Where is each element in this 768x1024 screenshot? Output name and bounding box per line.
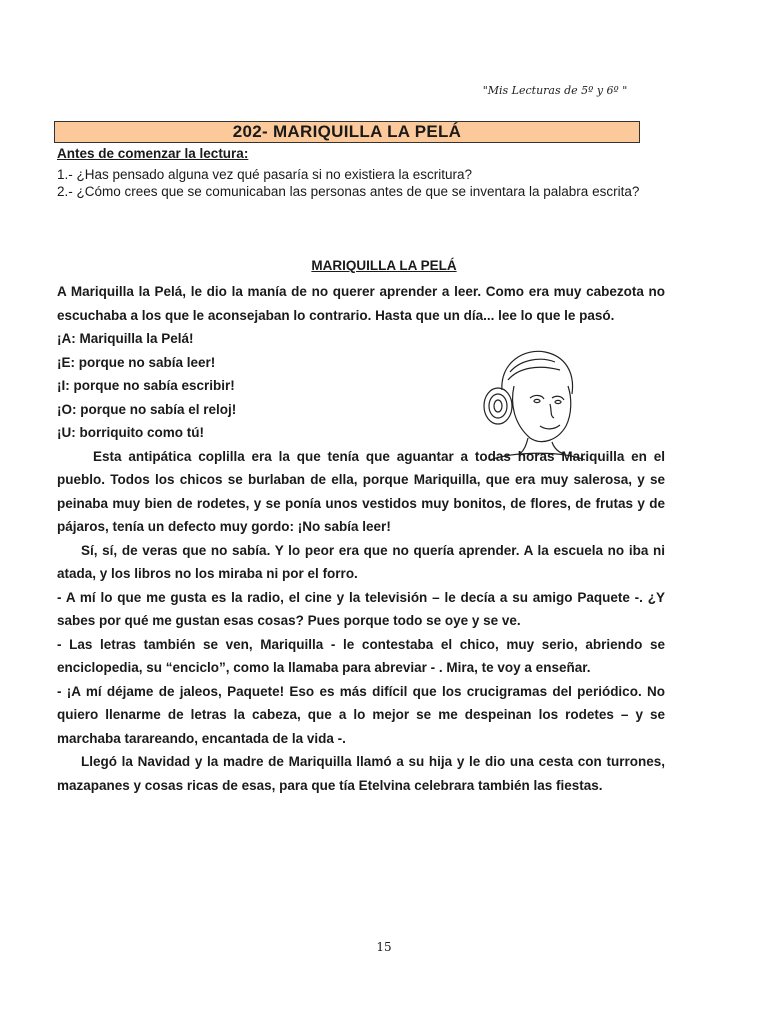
page-number: 15: [376, 940, 392, 954]
paragraph-coplilla: Esta antipática coplilla era la que tenía que aguantar a todas horas Mariquilla en el pueblo. Todos los chicos se burlaban de ella, porque Mariquilla, que era muy salerosa, y se peinaba muy bien de rodetes, y se ponía unos vestidos muy bonitos, de flores, de frutas y de pájaros, tenía un defecto muy gordo: ¡No sabía leer!: [57, 448, 665, 534]
dialogue-radio: - A mí lo que me gusta es la radio, el cine y la televisión – le decía a su amigo Paquete -. ¿Y sabes por qué me gustan esas cosas? Pues porque todo se oye y se ve.: [57, 589, 665, 628]
dialogue-letras: - Las letras también se ven, Mariquilla - le contestaba el chico, muy serio, abriendo se enciclopedia, su “enciclo”, como la llamaba para abreviar - . Mira, te voy a enseñar.: [57, 636, 665, 675]
pre-reading-section: [57, 145, 657, 200]
reading-body: [57, 280, 665, 797]
pre-reading-heading: Antes de comenzar la lectura:: [57, 146, 249, 161]
reading-title: MARIQUILLA LA PELÁ: [311, 258, 457, 273]
question-2: 2.- ¿Cómo crees que se comunicaban las personas antes de que se inventara la palabra escrita?: [57, 184, 640, 199]
paragraph-no-sabia: Sí, sí, de veras que no sabía. Y lo peor era que no quería aprender. A la escuela no iba ni atada, y los libros no los miraba ni por el forro.: [57, 542, 665, 581]
verse-line-a: ¡A: Mariquilla la Pelá!: [57, 331, 194, 346]
dialogue-jaleos: - ¡A mí déjame de jaleos, Paquete! Eso es más difícil que los crucigramas del periódico. No quiero llenarme de letras la cabeza, que a lo mejor se me despeinan los rodetes – y se marchaba tarareando, encantada de la vida -.: [57, 683, 665, 746]
series-header: "Mis Lecturas de 5º y 6º ": [482, 84, 628, 97]
verse-line-u: ¡U: borriquito como tú!: [57, 425, 204, 440]
verse-line-e: ¡E: porque no sabía leer!: [57, 354, 216, 370]
paragraph-navidad: Llegó la Navidad y la madre de Mariquilla llamó a su hija y le dio una cesta con turrones, mazapanes y cosas ricas de esas, para que tía Etelvina celebrara también las fiestas.: [57, 754, 665, 793]
verse-line-o: ¡O: porque no sabía el reloj!: [57, 401, 237, 417]
paragraph-intro: A Mariquilla la Pelá, le dio la manía de no querer aprender a leer. Como era muy cabezota no escuchaba a los que le aconsejaban lo contrario. Hasta que un día... lee lo que le pasó.: [57, 284, 665, 323]
question-1: 1.- ¿Has pensado alguna vez qué pasaría si no existiera la escritura?: [57, 167, 472, 182]
page-title: 202- MARIQUILLA LA PELÁ: [232, 122, 462, 141]
title-banner: [54, 121, 640, 143]
verse-line-i: ¡I: porque no sabía escribir!: [57, 378, 235, 393]
